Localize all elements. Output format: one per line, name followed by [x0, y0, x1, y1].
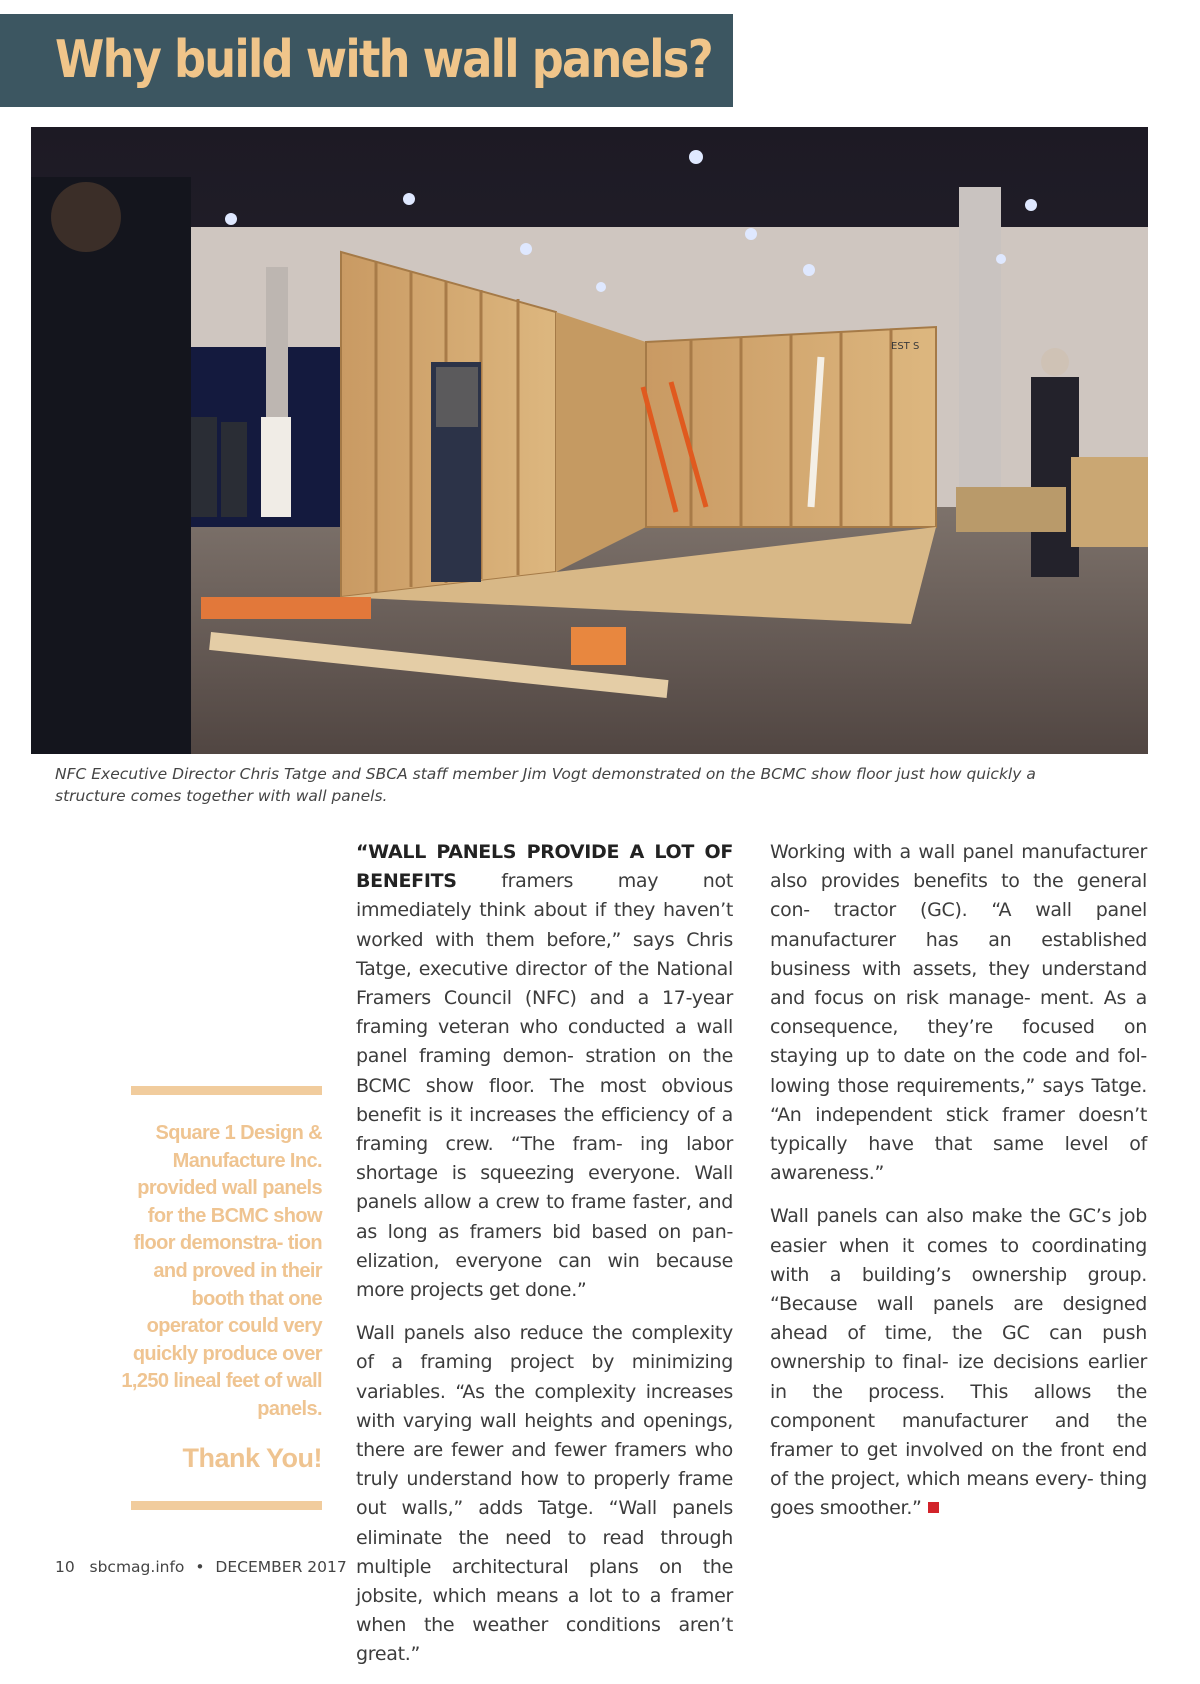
photo-illustration: [31, 127, 1148, 754]
article-paragraph-4-body: Wall panels can also make the GC’s job easier when it comes to coordinating with a building’s ownership group. “Because wall panels are designed ahead of time, the GC can push ownership to final- ize decisions earlier in the process. This allows the component manufacturer and the framer to get involved on the front end of the project, which means every- thing goes smoother.”: [770, 1205, 1147, 1520]
sidebar-pullquote: Square 1 Design & Manufacture Inc. provided wall panels for the BCMC show floor demonstra- tion and proved in their booth that one operator could very quickly produce over 1,250 lineal feet of wall panels.: [121, 1122, 322, 1420]
footer-site: sbcmag.info: [89, 1558, 185, 1576]
article-paragraph-1: [356, 838, 733, 1305]
article-lead-in: “WALL PANELS PROVIDE A LOT OF BENEFITS: [356, 841, 733, 893]
article-column-2: [770, 838, 1147, 1538]
article-paragraph-3: Working with a wall panel manufacturer also provides benefits to the general con- tractor (GC). “A wall panel manufacturer has an established business with assets, they understand and focus on risk manage- ment. As a consequence, they’re focused on staying up to date on the code and fol- lowing those requirements,” says Tatge. “An independent stick framer doesn’t typically have that same level of awareness.”: [770, 841, 1147, 1185]
page-title: Why build with wall panels?: [55, 30, 712, 90]
article-column-1: [356, 838, 733, 1684]
photo-caption: NFC Executive Director Chris Tatge and SBCA staff member Jim Vogt demonstrated on the BCMC show floor just how quickly a structure comes together with wall panels.: [55, 765, 1036, 805]
sidebar-rule-bottom: [131, 1501, 322, 1510]
footer-date: DECEMBER 2017: [215, 1558, 347, 1576]
hall-sign: EST S: [891, 341, 920, 352]
title-banner: [0, 14, 733, 107]
page-footer: [55, 1558, 347, 1576]
page-number: 10: [55, 1558, 75, 1576]
sidebar-rule-top: [131, 1086, 322, 1095]
article-photo: [31, 127, 1148, 754]
article-paragraph-1-body: framers may not immediately think about if they haven’t worked with them before,” says Chris Tatge, executive director of the National Framers Council (NFC) and a 17-year framing veteran who conducted a wall panel framing demon- stration on the BCMC show floor. The most obvious benefit is it increases the efficiency of a framing crew. “The fram- ing labor shortage is squeezing everyone. Wall panels allow a crew to frame faster, and as long as framers bid based on pan- elization, everyone can win because more projects get done.”: [356, 870, 733, 1302]
article-paragraph-2: Wall panels also reduce the complexity of a framing project by minimizing variables. “As the complexity increases with varying wall heights and openings, there are fewer and fewer framers who truly understand how to properly frame out walls,” adds Tatge. “Wall panels eliminate the need to read through multiple architectural plans on the jobsite, which means a lot to a framer when the weather conditions aren’t great.”: [356, 1322, 733, 1666]
sidebar-thanks: Thank You!: [182, 1443, 322, 1473]
end-mark-icon: [928, 1502, 939, 1513]
article-paragraph-4: [770, 1202, 1147, 1523]
footer-separator: •: [195, 1558, 205, 1576]
